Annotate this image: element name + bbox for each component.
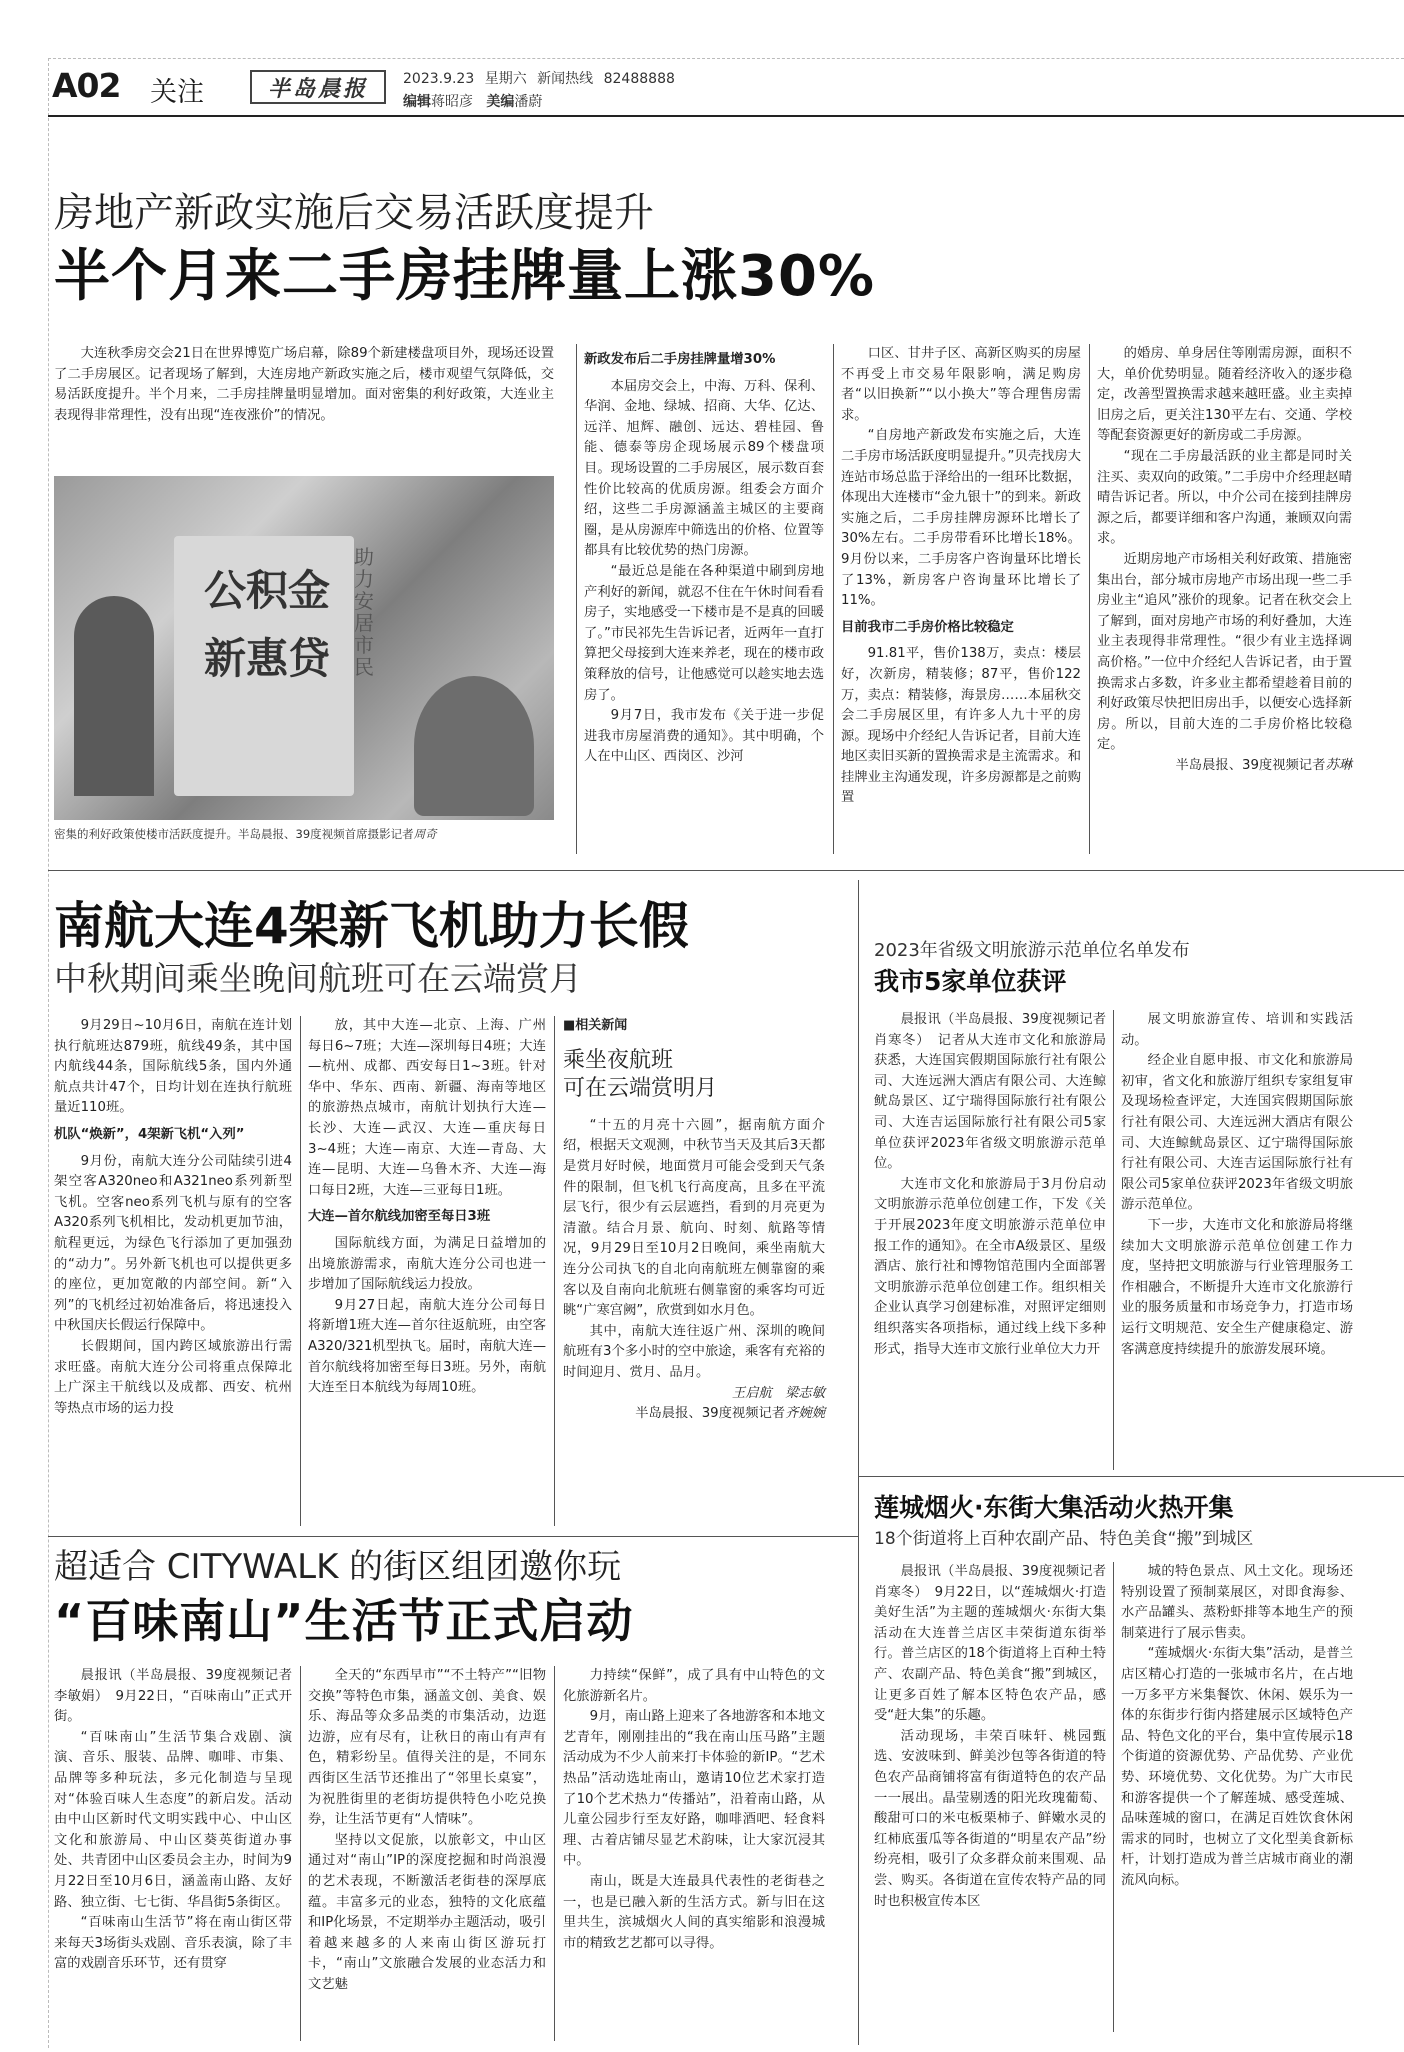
story5-column-2: 全天的“东西早市”“不土特产”“旧物交换”等特色市集，涵盖文创、美食、娱乐、海品等众多品类的市集活动，边逛边游，应有尽有，让秋日的南山有声有色，精彩纷呈。值得关注的是，不同东西街区生活节还推出了“邻里长桌宴”，为祝胜街里的老街坊提供特色小吃兑换券，让生活节更有“人情味”。 坚持以文促旅，以旅彰文，中山区通过对“南山”IP的深度挖掘和时尚浪漫的艺术表现，不断激活老街巷的深厚底蕴。丰富多元的业态，独特的文化底蕴和IP化场景，不定期举办主题活动，吸引着越来越多的人来南山街区游玩打卡，“南山”文旅融合发展的业态活力和文艺魅 [308, 1668, 546, 1992]
column-rule [300, 1666, 301, 2041]
section-rule [48, 870, 1404, 871]
story4-subhead: 18个街道将上百种农副产品、特色美食“搬”到城区 [874, 1529, 1254, 1549]
story5-kicker: 超适合 CITYWALK 的街区组团邀你玩 [54, 1547, 622, 1587]
column-rule [300, 1016, 301, 1526]
story4-column-1: 晨报讯（半岛晨报、39度视频记者 肖寒冬） 9月22日，以“莲城烟火·打造美好生活”为主题的莲城烟火·东街大集活动在大连普兰店区丰荣街道东街举行。普兰店区的18个街道将上百种土特产、农副产品、特色美食“搬”到城区，让更多百姓了解本区特色农产品，感受“赶大集”的乐趣。 活动现场，丰荣百味轩、桃园甄选、安波味到、鲜美沙包等各街道的特色农产品商铺将富有街道特色的农产品一一展出。晶莹剔透的阳光玫瑰葡萄、酸甜可口的米屯板栗柿子、鲜嫩水灵的红柿底蛋瓜等各街道的“明星农产品”纷纷亮相，吸引了众多群众前来围观、品尝、购买。各街道在宣传农特产品的同时也积极宣传本区 [874, 1564, 1106, 1909]
poster-text: 新惠贷 [204, 634, 331, 683]
column-rule [554, 1016, 555, 1526]
story1-lead: 大连秋季房交会21日在世界博览广场启幕，除89个新建楼盘项目外，现场还设置了二手房展区。记者现场了解到，大连房地产新政实施之后，楼市观望气氛降低，交易活跃度提升。半个月来，二手房挂牌量明显增加。面对密集的利好政策，大连业主表现得非常理性，没有出现“连夜涨价”的情况。 [54, 346, 554, 423]
column-rule [833, 344, 834, 854]
story1-headline: 半个月来二手房挂牌量上涨30% [54, 244, 876, 309]
story1-column-4: 的婚房、单身居住等刚需房源，面积不大，单价优势明显。随着经济收入的逐步稳定，改善型置换需求越来越旺盛。业主卖掉旧房之后，更关注130平左右、交通、学校等配套资源更好的新房或二手房源。 “现在二手房最活跃的业主都是同时关注买、卖双向的政策。”二手房中介经理赵晴晴告诉记者。所以，中介公司在接到挂牌房源之后，都要详细和客户沟通，兼顾双向需求。 近期房地产市场相关利好政策、措施密集出台，部分城市房地产市场出现一些二手房业主“追风”涨价的现象。记者在秋交会上了解到，面对房地产市场的利好叠加，大连业主表现得非常理性。“很少有业主选择调高价格。”一位中介经纪人告诉记者，由于置换需求占多数，许多业主都希望趁着目前的利好政策尽快把旧房出手，以便安心选择新房。所以，目前大连的二手房价格比较稳定。 半岛晨报、39度视频记者苏琳 [1097, 346, 1352, 773]
story5-column-1: 晨报讯（半岛晨报、39度视频记者 李敏娟） 9月22日，“百味南山”正式开街。 “百味南山”生活节集合戏剧、演演、音乐、服装、品牌、咖啡、市集、品牌等多种玩法，多元化制造与呈现对“体验百味人生态度”的新启发。活动由中山区新时代文明实践中心、中山区文化和旅游局、中山区葵英街道办事处、共青团中山区委员会主办，时间为9月22日至10月6日，涵盖南山路、友好路、独立街、七七街、华昌街5条街区。 “百味南山生活节”将在南山街区带来每天3场街头戏剧、音乐表演，除了丰富的戏剧音乐环节，还有贯穿 [54, 1668, 292, 1972]
column-rule [1089, 344, 1090, 854]
story4-headline: 莲城烟火·东街大集活动火热开集 [874, 1493, 1234, 1522]
story1-caption: 密集的利好政策使楼市活跃度提升。半岛晨报、39度视频首席摄影记者周奇 [54, 827, 437, 841]
related-title: 可在云端赏明月 [563, 1076, 718, 1102]
story5-column-3: 力持续“保鲜”，成了具有中山特色的文化旅游新名片。 9月，南山路上迎来了各地游客和本地文艺青年，刚刚挂出的“我在南山压马路”主题活动成为不少人前来打卡体验的新IP。“艺术热品”活动选址南山，邀请10位艺术家打造了10个艺术热力“传播站”，沿着南山路，从儿童公园步行至友好路，咖啡酒吧、轻食料理、古着店铺尽显艺术韵味，让大家沉浸其中。 南山，既是大连最具代表性的老街巷之一，也是已融入新的生活方式。新与旧在这里共生，滨城烟火人间的真实缩影和浪漫城市的精致艺艺都可以寻得。 [563, 1668, 825, 1951]
story2-related: ■相关新闻 乘坐夜航班 可在云端赏明月 “十五的月亮十六圆”，据南航方面介绍，根据天文观测，中秋节当天及其后3天都是赏月好时候，地面赏月可能会受到天气条件的限制，但飞机飞行高度高，且多在平流层飞行，很少有云层遮挡，看到的月亮更为清澈。结合月景、航向、时刻、航路等情况，9月29日至10月2日晚间，乘坐南航大连分公司执飞的自北向南航班左侧靠窗的乘客以及自南向北航班右侧靠窗的乘客均可近眺“广寒宫阙”，欣赏到如水月色。 其中，南航大连往返广州、深圳的晚间航班有3个多小时的空中旅途，乘客有充裕的时间迎月、赏月、品月。 王启航 梁志敏 半岛晨报、39度视频记者齐婉婉 [563, 1018, 825, 1422]
header-rule [48, 115, 1404, 117]
story2-column-1: 9月29日~10月6日，南航在连计划执行航班达879班，航线49条，其中国内航线44条，国际航线5条，国内外通航点共计47个，日均计划在连执行航班量近110班。 机队“焕新”，4架新飞机“入列” 9月份，南航大连分公司陆续引进4架空客A320neo和A321neo系列新型飞机。空客neo系列飞机与原有的空客A320系列飞机相比，发动机更加节油，航程更远，为绿色飞行添加了更加强劲的“动力”。另外新飞机也可以提供更多的座位，更加宽敞的内部空间。新“入列”的飞机经过初始准备后，将迅速投入中秋国庆长假运行保障中。 长假期间，国内跨区域旅游出行需求旺盛。南航大连分公司将重点保障北上广深主干航线以及成都、西安、杭州等热点市场的运力投 [54, 1018, 292, 1416]
story1-kicker: 房地产新政实施后交易活跃度提升 [54, 190, 654, 236]
story3-column-1: 晨报讯（半岛晨报、39度视频记者 肖寒冬） 记者从大连市文化和旅游局获悉，大连国宾假期国际旅行社有限公司、大连远洲大酒店有限公司、大连鲸鱿岛景区、辽宁瑞得国际旅行社有限公司、大连吉运国际旅行社有限公司5家单位获评2023年省级文明旅游示范单位。 大连市文化和旅游局于3月份启动文明旅游示范单位创建工作，下发《关于开展2023年度文明旅游示范单位申报工作的通知》。在全市A级景区、星级酒店、旅行社和博物馆范围内全面部署文明旅游示范单位创建工作。组织相关企业认真学习创建标准，对照评定细则组织落实各项指标，通过线上线下多种形式，指导大连市文旅行业单位大力开 [874, 1012, 1106, 1357]
poster-text: 公积金 [204, 566, 331, 615]
story4-column-2: 城的特色景点、风土文化。现场还特别设置了预制菜展区，对即食海参、水产品罐头、蒸粉虾排等本地生产的预制菜进行了展示售卖。 “莲城烟火·东街大集”活动，是普兰店区精心打造的一张城市名片，在占地一万多平方米集餐饮、休闲、娱乐为一体的东街步行街内搭建展示区域特色产品、特色文化的平台，集中宣传展示18个街道的资源优势、产品优势、产业优势、环境优势、文化优势。为广大市民和游客提供一个了解莲城、感受莲城、品味莲城的窗口，在满足百姓饮食休闲需求的同时，也树立了文化型美食新标杆，计划打造成为普兰店城市商业的潮流风向标。 [1121, 1564, 1353, 1888]
column-rule [1113, 1562, 1114, 2032]
story1-photo [54, 476, 554, 820]
paper-logo: 半岛晨报 [250, 70, 386, 104]
section-rule [48, 1536, 858, 1537]
person-figure [74, 596, 154, 796]
page-number: A02 [52, 66, 121, 105]
column-rule [1113, 1010, 1114, 1470]
story1-column-2: 新政发布后二手房挂牌量增30% 本届房交会上，中海、万科、保利、华润、金地、绿城、招商、大华、亿达、远洋、旭辉、融创、远达、碧桂园、鲁能、德泰等房企现场展示89个楼盘项目。现场设置的二手房展区，展示数百套性价比较高的优质房源。组委会方面介绍，这些二手房源涵盖主城区的主要商圈，是从房源库中筛选出的价格、位置等都具有比较优势的热门房源。 “最近总是能在各种渠道中刷到房地产利好的新闻，就忍不住在午休时间看看房子，实地感受一下楼市是不是真的回暖了。”市民祁先生告诉记者，近两年一直打算把父母接到大连来养老，现在的楼市政策释放的信号，让他感觉可以趁实地去选房了。 9月7日，我市发布《关于进一步促进我市房屋消费的通知》。其中明确，个人在中山区、西岗区、沙河 [584, 352, 824, 765]
story3-kicker: 2023年省级文明旅游示范单位名单发布 [874, 940, 1190, 961]
story3-column-2: 展文明旅游宣传、培训和实践活动。 经企业自愿申报、市文化和旅游局初审，省文化和旅游厅组织专家组复审及现场检查评定，大连国宾假期国际旅行社有限公司、大连远洲大酒店有限公司、大连鲸鱿岛景区、辽宁瑞得国际旅行社有限公司、大连吉运国际旅行社有限公司5家单位获评2023年省级文明旅游示范单位。 下一步，大连市文化和旅游局将继续加大文明旅游示范单位创建工作力度，坚持把文明旅游与行业管理服务工作相融合，不断提升大连市文化旅游行业的服务质量和市场竞争力，打造市场运行文明规范、安全生产健康稳定、游客满意度持续提升的旅游发展环境。 [1121, 1012, 1353, 1357]
section-name: 关注 [150, 77, 204, 108]
mascot-figure [414, 676, 534, 816]
poster-text: 助力安居市民 [354, 545, 374, 679]
story3-headline: 我市5家单位获评 [874, 967, 1067, 996]
story2-subhead: 中秋期间乘坐晚间航班可在云端赏月 [54, 959, 582, 998]
story5-headline: “百味南山”生活节正式启动 [54, 1594, 634, 1648]
story2-column-2: 放，其中大连—北京、上海、广州每日6~7班；大连—深圳每日4班；大连—杭州、成都、西安每日1~3班。针对华中、华东、西南、新疆、海南等地区的旅游热点城市，南航计划执行大连—长沙、大连—武汉、大连—重庆每日3~4班；大连—南京、大连—青岛、大连—昆明、大连—乌鲁木齐、大连—海口每日2班，大连—三亚每日1班。 大连—首尔航线加密至每日3班 国际航线方面，为满足日益增加的出境旅游需求，南航大连分公司也进一步增加了国际航线运力投放。 9月27日起，南航大连分公司每日将新增1班大连—首尔往返航班，由空客A320/321机型执飞。届时，南航大连—首尔航线将加密至每日3班。另外，南航大连至日本航线为每周10班。 [308, 1018, 546, 1396]
story1-column-3: 口区、甘井子区、高新区购买的房屋不再受上市交易年限影响，满足购房者“以旧换新”“以小换大”等合理售房需求。 “自房地产新政发布实施之后，大连二手房市场活跃度明显提升。”贝壳找房大连站市场总监于泽给出的一组环比数据，体现出大连楼市“金九银十”的到来。新政实施之后，二手房挂牌房源环比增长了30%左右。二手房带看环比增长18%。9月份以来，二手房客户咨询量环比增长了13%，新房客户咨询量环比增长了11%。 目前我市二手房价格比较稳定 91.81平，售价138万，卖点：楼层好，次新房，精装修；87平，售价122万，卖点：精装修，海景房……本届秋交会二手房展区里，有许多人九十平的房源。现场中介经纪人告诉记者，目前大连地区卖旧买新的置换需求是主流需求。和挂牌业主沟通发现，许多房源都是之前购置 [841, 346, 1081, 806]
column-rule [554, 1666, 555, 2041]
column-rule [576, 344, 577, 854]
column-rule [858, 880, 859, 2045]
issue-info: 2023.9.23 星期六 新闻热线 82488888 [403, 71, 675, 87]
staff-credits: 编辑蒋昭彦 美编潘蔚 [403, 94, 543, 110]
related-title: 乘坐夜航班 [563, 1047, 674, 1073]
story2-headline: 南航大连4架新飞机助力长假 [54, 897, 689, 955]
section-rule [858, 1476, 1404, 1477]
